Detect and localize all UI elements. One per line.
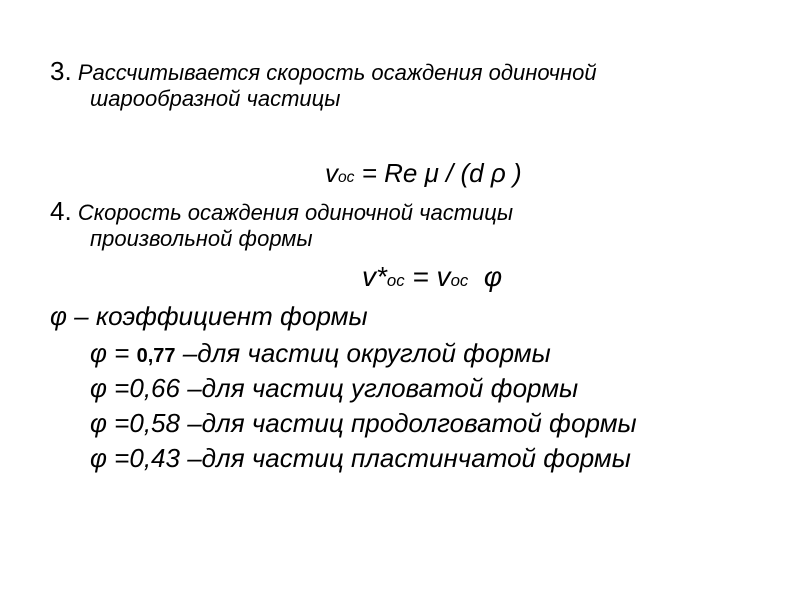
phi-item-value: 0,58	[129, 408, 180, 438]
item-4-number: 4.	[50, 196, 72, 226]
phi-item-text: –для частиц угловатой формы	[179, 373, 579, 403]
phi-item-prefix: φ =	[90, 373, 130, 403]
phi-item-value: 0,77	[136, 345, 176, 367]
formula-1-rest: = Re μ / (d ρ )	[361, 158, 522, 188]
phi-item-text: –для частиц округлой формы	[175, 338, 551, 368]
item-3-line-1	[50, 58, 597, 84]
item-4-line-2: произвольной формы	[90, 226, 313, 251]
phi-item-text: –для частиц продолговатой формы	[179, 408, 637, 438]
formula-settling-velocity	[325, 160, 522, 186]
item-3-text-1: Рассчитывается скорость осаждения одиночной	[77, 60, 597, 85]
formula-2-subscript: ос	[386, 271, 405, 290]
phi-item-prefix: φ =	[90, 338, 137, 368]
formula-2-phi: φ	[483, 261, 503, 292]
item-4-text-1: Скорость осаждения одиночной частицы	[77, 200, 514, 225]
phi-item-prefix: φ =	[90, 408, 130, 438]
item-4-line-1	[50, 198, 513, 224]
phi-item-value: 0,66	[129, 373, 180, 403]
phi-item-value: 0,43	[129, 443, 180, 473]
item-3-number: 3.	[50, 56, 72, 86]
phi-definition: φ – коэффициент формы	[50, 301, 368, 331]
phi-item-plate	[90, 445, 631, 471]
phi-item-angular	[90, 375, 578, 401]
formula-arbitrary-shape-velocity	[362, 263, 502, 291]
phi-item-prefix: φ =	[90, 443, 130, 473]
formula-2-subscript-2: ос	[450, 271, 469, 290]
phi-item-round	[90, 340, 551, 366]
phi-item-oblong	[90, 410, 637, 436]
item-3-line-2: шарообразной частицы	[90, 86, 341, 111]
formula-2-eq: = v	[412, 261, 451, 292]
formula-2-var: v*	[362, 261, 387, 292]
formula-1-var: v	[325, 158, 338, 188]
formula-1-subscript: ос	[338, 169, 355, 186]
phi-item-text: –для частиц пластинчатой формы	[179, 443, 631, 473]
